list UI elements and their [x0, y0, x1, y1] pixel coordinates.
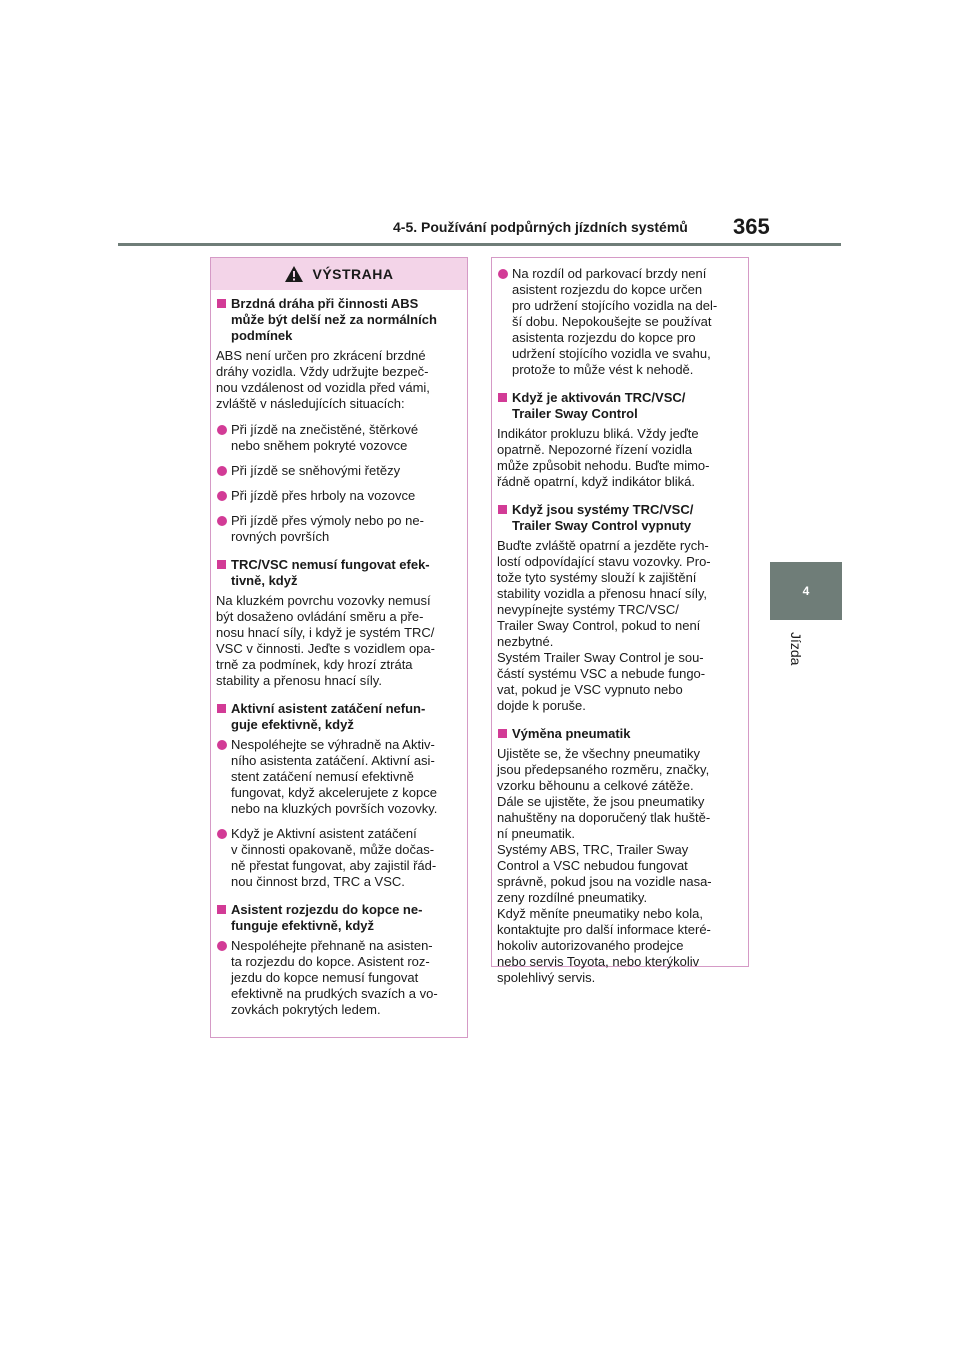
bullet-dot-icon	[217, 740, 227, 750]
heading-text: Asistent rozjezdu do kopce ne- funguje efektivně, když	[231, 902, 423, 933]
paragraph: ABS není určen pro zkrácení brzdné dráhy vozidla. Vždy udržujte bezpeč- nou vzdálenost od vozidla před vámi, zvláště v následujících situacích:	[216, 348, 430, 411]
bullet-dot-icon	[498, 269, 508, 279]
paragraph: Buďte zvláště opatrní a jezděte rych- lostí odpovídající stavu vozovky. Pro- tože tyto systémy slouží k zajištění stability vozidla a přenosu hnací síly, nevypínejte systémy TRC/VSC/ Trailer Sway Control, pokud to není nezbytné. Systém Trailer Sway Control je sou- částí systému VSC a nebude fungo- vat, pokud je VSC vypnuto nebo dojde k poruše.	[497, 538, 711, 713]
square-bullet-icon	[498, 729, 507, 738]
chapter-tab: 4	[770, 562, 842, 620]
square-bullet-icon	[498, 393, 507, 402]
heading-hill-start	[216, 902, 462, 934]
square-bullet-icon	[217, 299, 226, 308]
list-item	[216, 938, 462, 1018]
list-item-text: Při jízdě přes výmoly nebo po ne- rovných površích	[231, 513, 424, 544]
section-title: 4-5. Používání podpůrných jízdních systémů	[393, 219, 688, 235]
list-item-text: Při jízdě přes hrboly na vozovce	[231, 488, 416, 503]
heading-tire-change	[497, 726, 743, 742]
heading-text: Aktivní asistent zatáčení nefun- guje efektivně, když	[231, 701, 426, 732]
heading-steering-assist	[216, 701, 462, 733]
bullet-dot-icon	[217, 425, 227, 435]
bullet-dot-icon	[217, 516, 227, 526]
heading-trc-off	[497, 502, 743, 534]
list-item-text: Při jízdě na znečistěné, štěrkové nebo sněhem pokryté vozovce	[231, 422, 419, 453]
heading-trc-vsc	[216, 557, 462, 589]
heading-text: TRC/VSC nemusí fungovat efek- tivně, když	[231, 557, 430, 588]
list-item	[216, 463, 462, 479]
list-item-text: Na rozdíl od parkovací brzdy není asistent rozjezdu do kopce určen pro udržení stojícího vozidla na del- ší dobu. Nepokoušejte se používat asistenta rozjezdu do kopce pro udržení stojícího vozidla ve svahu, protože to může vést k nehodě.	[512, 266, 718, 377]
heading-text: Brzdná dráha při činnosti ABS může být delší než za normálních podmínek	[231, 296, 437, 343]
square-bullet-icon	[217, 704, 226, 713]
warning-header	[211, 258, 467, 290]
page-number: 365	[733, 214, 770, 239]
list-item	[216, 737, 462, 817]
warning-box-left	[210, 257, 468, 1038]
list-item-text: Při jízdě se sněhovými řetězy	[231, 463, 401, 478]
list-item	[216, 826, 462, 890]
list-item	[216, 422, 462, 454]
warning-box-right	[491, 257, 749, 985]
heading-abs	[216, 296, 462, 344]
chapter-label	[782, 632, 822, 682]
paragraph: Na kluzkém povrchu vozovky nemusí být dosaženo ovládání směru a pře- nosu hnací síly, i když je systém TRC/ VSC v činnosti. Jeďte s vozidlem opa- trně za podmínek, kdy hrozí ztráta stability a přenosu hnací síly.	[216, 593, 435, 688]
warning-title: VÝSTRAHA	[312, 266, 394, 282]
warning-content-right	[492, 262, 748, 986]
list-item	[216, 488, 462, 504]
paragraph: Indikátor prokluzu bliká. Vždy jeďte opatrně. Nepozorné řízení vozidla může způsobit nehodu. Buďte mimo- řádně opatrní, když indikátor bliká.	[497, 426, 710, 489]
warning-triangle-icon	[284, 265, 304, 283]
chapter-label-text: Jízda	[788, 632, 804, 666]
bullet-dot-icon	[217, 829, 227, 839]
heading-text: Když je aktivován TRC/VSC/ Trailer Sway Control	[512, 390, 686, 421]
bullet-dot-icon	[217, 941, 227, 951]
heading-text: Když jsou systémy TRC/VSC/ Trailer Sway Control vypnuty	[512, 502, 694, 533]
square-bullet-icon	[498, 505, 507, 514]
square-bullet-icon	[217, 905, 226, 914]
list-item-text: Když je Aktivní asistent zatáčení v činnosti opakovaně, může dočas- ně přestat fungovat, aby zajistil řád- nou činnost brzd, TRC a VSC.	[231, 826, 437, 889]
list-item	[497, 266, 743, 378]
header-rule	[118, 243, 841, 246]
list-item	[216, 513, 462, 545]
bullet-dot-icon	[217, 466, 227, 476]
square-bullet-icon	[217, 560, 226, 569]
heading-text: Výměna pneumatik	[512, 726, 631, 741]
paragraph: Ujistěte se, že všechny pneumatiky jsou předepsaného rozměru, značky, vzorku běhounu a celkové zátěže. Dále se ujistěte, že jsou pneumatiky nahuštěny na doporučený tlak huště- ní pneumatik. Systémy ABS, TRC, Trailer Sway Control a VSC nebudou fungovat správně, pokud jsou na vozidle nasa- zeny rozdílné pneumatiky. Když měníte pneumatiky nebo kola, kontaktujte pro další informace které- hokoliv autorizovaného prodejce nebo servis Toyota, nebo kterýkoliv spolehlivý servis.	[497, 746, 712, 985]
warning-content-left	[211, 290, 467, 1018]
bullet-dot-icon	[217, 491, 227, 501]
list-item-text: Nespoléhejte se výhradně na Aktiv- ního asistenta zatáčení. Aktivní asi- stent zatáčení nemusí efektivně fungovat, když akcelerujete z kopce nebo na kluzkých površích vozovky.	[231, 737, 438, 816]
list-item-text: Nespoléhejte přehnaně na asisten- ta rozjezdu do kopce. Asistent roz- jezdu do kopce nemusí fungovat efektivně na prudkých svazích a vo- zovkách pokrytých ledem.	[231, 938, 438, 1017]
heading-trc-active	[497, 390, 743, 422]
